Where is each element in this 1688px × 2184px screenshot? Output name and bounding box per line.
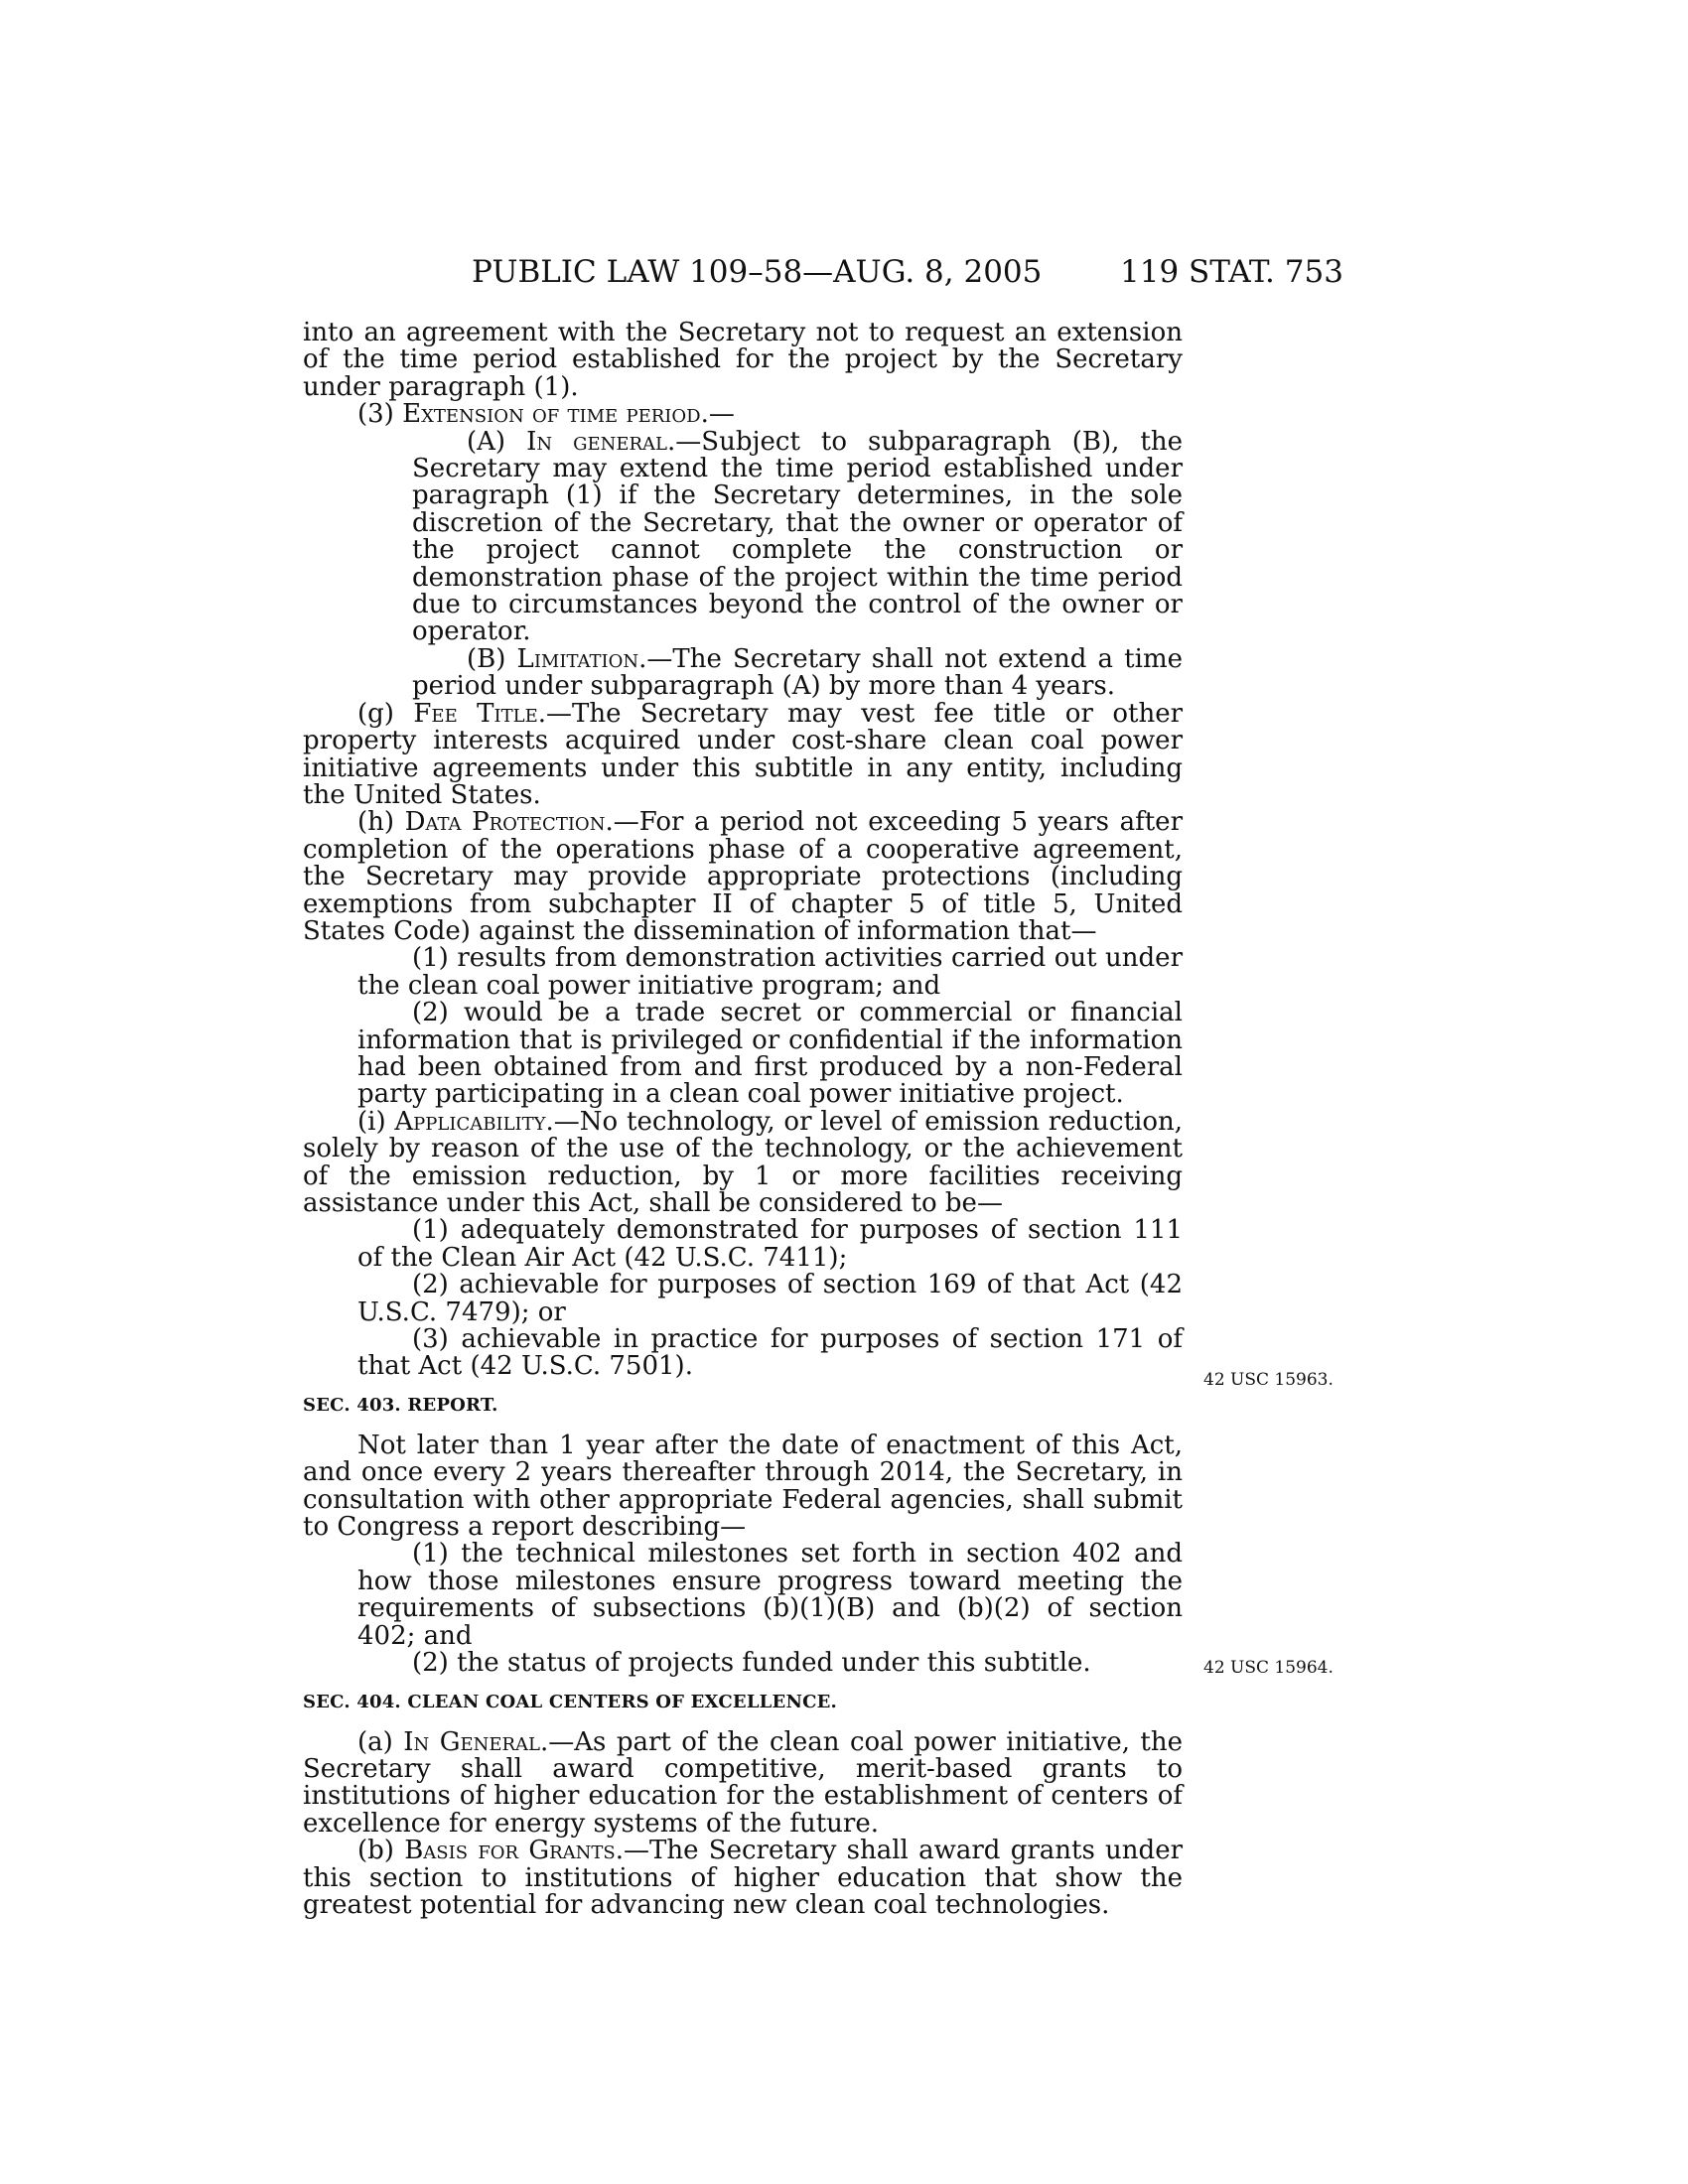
- subparagraph-a: [303, 426, 1184, 647]
- margin-note-usc-15964: 42 USC 15964.: [1203, 1658, 1334, 1678]
- paragraph-lead: (A): [467, 426, 527, 457]
- subsection-h-2: (2) would be a trade secret or commercial or financial information that is privileged or confidential if the information had been obtained from and first produced by a non-Federal party participating in a clean coal power initiative project.: [357, 998, 1183, 1110]
- subsection-h: [303, 809, 1183, 945]
- subsection-i-1: (1) adequately demonstrated for purposes of section 111 of the Clean Air Act (42 U.S.C. 7411);: [357, 1215, 1183, 1273]
- paragraph-lead: (b): [357, 1836, 405, 1866]
- paragraph-text: .—No technology, or level of emission reduction, solely by reason of the use of the technology, or the achievement of the emission reduction, by 1 or more facilities receiving assistance under this Act, shall be considered to be—: [303, 1106, 1183, 1218]
- statute-body: [303, 320, 1183, 1919]
- paragraph-heading: Limitation: [516, 643, 639, 674]
- paragraph-text: .—The Secretary shall not extend a time period under subparagraph (A) by more than 4 years.: [412, 643, 1183, 702]
- paragraph-continuation: into an agreement with the Secretary not to request an extension of the time period established for the project by the Secretary under paragraph (1).: [303, 318, 1183, 402]
- paragraph-heading: Data Protection: [404, 807, 606, 838]
- header-stat-page: 119 STAT. 753: [1120, 254, 1343, 290]
- section-404-heading: SEC. 404. CLEAN COAL CENTERS OF EXCELLENCE.: [303, 1691, 838, 1712]
- section-403-item-2: (2) the status of projects funded under this subtitle.: [412, 1648, 1091, 1679]
- paragraph-text: .—As part of the clean coal power initiative, the Secretary shall award competitive, merit-based grants to institutions of higher education for the establishment of centers of excellence for energy systems of the future.: [303, 1726, 1183, 1839]
- paragraph-heading: Applicability: [394, 1106, 546, 1137]
- paragraph-lead: (h): [357, 807, 405, 838]
- paragraph-text: .—The Secretary shall award grants under this section to institutions of higher education that show the greatest potential for advancing new clean coal technologies.: [303, 1836, 1184, 1920]
- paragraph-text: .—For a period not exceeding 5 years after completion of the operations phase of a cooperative agreement, the Secretary may provide appropriate protections (including exemptions from subchapter II of chapter 5 of title 5, United States Code) against the dissemination of information that—: [303, 807, 1183, 946]
- paragraph-tail: .—: [700, 399, 735, 430]
- paragraph-text: .—Subject to subparagraph (B), the Secretary may extend the time period established under paragraph (1) if the Secretary determines, in the sole discretion of the Secretary, that the owner or operator of the project cannot complete the construction or demonstration phase of the project within the time period due to circumstances beyond the control of the owner or operator.: [412, 426, 1184, 647]
- paragraph-text: .—The Secretary may vest fee title or other property interests acquired under cost-share clean coal power initiative agreements under this subtitle in any entity, including the United States.: [303, 698, 1184, 810]
- paragraph-lead: (3): [357, 399, 403, 430]
- subsection-i-3: (3) achievable in practice for purposes of section 171 of that Act (42 U.S.C. 7501).: [357, 1324, 1183, 1382]
- section-403-heading: SEC. 403. REPORT.: [303, 1394, 498, 1416]
- paragraph-lead: (i): [357, 1106, 395, 1137]
- paragraph-heading: Extension of time period: [402, 399, 701, 430]
- paragraph-heading: In general: [526, 426, 667, 457]
- paragraph-lead: (a): [357, 1726, 404, 1757]
- paragraph-heading: Basis for Grants: [404, 1836, 616, 1866]
- paragraph-heading: In General: [403, 1726, 540, 1757]
- section-404-subsection-a: [303, 1726, 1183, 1839]
- subsection-h-1: (1) results from demonstration activities carried out under the clean coal power initiative program; and: [357, 943, 1183, 1001]
- subsection-g: [303, 698, 1184, 810]
- paragraph-lead: (B): [467, 643, 517, 674]
- subsection-i: [303, 1106, 1183, 1218]
- section-404-subsection-b: [303, 1838, 1183, 1919]
- margin-note-usc-15963: 42 USC 15963.: [1203, 1370, 1334, 1390]
- section-403-item-1: (1) the technical milestones set forth in section 402 and how those milestones ensure progress toward meeting the requirements of subsections (b)(1)(B) and (b)(2) of section 402; and: [357, 1539, 1183, 1651]
- running-header: [0, 252, 1688, 292]
- header-title: PUBLIC LAW 109–58—AUG. 8, 2005: [472, 254, 1043, 290]
- paragraph-3-heading: [303, 401, 1183, 428]
- paragraph-lead: (g): [357, 698, 414, 729]
- subparagraph-b: [303, 643, 1183, 702]
- section-403-text: Not later than 1 year after the date of enactment of this Act, and once every 2 years thereafter through 2014, the Secretary, in consultation with other appropriate Federal agencies, shall submit to Congress a report describing—: [303, 1430, 1183, 1543]
- subsection-i-2: (2) achievable for purposes of section 169 of that Act (42 U.S.C. 7479); or: [357, 1270, 1183, 1327]
- paragraph-heading: Fee Title: [413, 698, 538, 729]
